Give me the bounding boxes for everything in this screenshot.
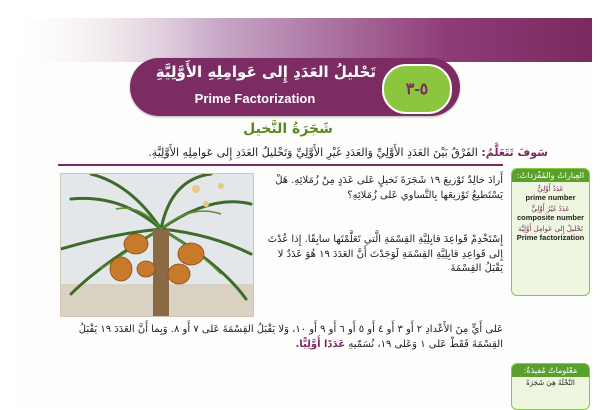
lesson-title-ar: تَحْليلُ العَدَدِ إِلى عَوامِلِهِ الأَوَّلِيَّةِ bbox=[155, 63, 376, 81]
vocab-ar: عَدَدٌ غَيْرُ أَوَّلِيٍّ bbox=[531, 205, 570, 213]
vocab-en: Prime factorization bbox=[516, 233, 585, 242]
date-palm-illustration bbox=[61, 174, 253, 316]
useful-info-box bbox=[511, 363, 590, 410]
lesson-title-en: Prime Factorization bbox=[194, 91, 316, 106]
prime-term-highlight: عَدَدًا أَوَّلِيًّا. bbox=[295, 338, 346, 350]
vocab-item bbox=[512, 205, 589, 222]
date-palm-photo bbox=[60, 173, 254, 317]
vocab-ar: تَحْليلٌ إِلى عَوامِل أَوَّلِيَّة bbox=[518, 225, 583, 233]
vocab-item bbox=[512, 225, 589, 242]
paragraph-conclusion bbox=[58, 323, 503, 352]
lesson-banner bbox=[130, 58, 460, 116]
vocab-ar: عَدَدٌ أَوَّلِيٌّ bbox=[537, 185, 564, 193]
learning-objective bbox=[58, 146, 548, 159]
paragraph-conclusion-text: عَلى أَيٍّ مِنَ الأَعْدادِ ٢ أَو ٣ أَو ٤ أَو ٥ أَو ٦ أَو ٩ أَو ١٠، وَلا يَقْبَلُ القِسْمَةَ عَلى ٧ أَو ٨. وَبِما أَنَّ العَدَدَ ١٩ يَقْبَلُ القِسْمَةَ فَقَطْ عَلى ١ وَعَلى ١٩، نُسَمّيهِ bbox=[78, 324, 503, 350]
section-title: شَجَرَةُ النَّخيل bbox=[243, 121, 333, 137]
textbook-page bbox=[18, 18, 592, 406]
learning-objective-text: الفَرْقُ بَيْنَ العَدَدِ الأَوَّلِيِّ وَالعَدَدِ غَيْرِ الأَوَّلِيِّ وَتَحْليلُ العَدَدِ إِلى عَوامِلِهِ الأَوَّلِيَّةِ. bbox=[148, 146, 478, 159]
useful-info-heading: مَعْلوماتٌ مُفيدَةٌ: bbox=[512, 364, 589, 377]
paragraph-method: إِسْتَخْدِمْ قَواعِدَ قابِلِيَّةِ القِسْمَةِ الَّتي تَعَلَّمْتَها سابِقًا. إِذا عُدْتَ إِلى قَواعِدِ قابِلِيَّةِ القِسْمَةِ لَوَجَدْتَ أَنَّ العَدَدَ ١٩ هُوَ عَدَدٌ لا يَقْبَلُ القِسْمَةَ bbox=[267, 234, 503, 274]
paragraph-problem: أَرادَ خالِدٌ تَوْزيعَ ١٩ شَجَرَةَ نَخيلٍ عَلى عَدَدٍ مِنْ زُمَلائِهِ. هَلْ يَسْتَطيعُ تَوْزيعَها بِالتَّساوي عَلى زُمَلائِهِ؟ bbox=[275, 175, 503, 201]
divider-line bbox=[58, 164, 503, 166]
vocabulary-box bbox=[511, 168, 590, 296]
vocab-en: prime number bbox=[525, 193, 576, 202]
vocabulary-heading: العِباراتُ والمُفْرَداتُ: bbox=[512, 169, 589, 182]
lesson-number-badge: ٥-٣ bbox=[382, 64, 452, 114]
vocab-item bbox=[512, 185, 589, 202]
useful-info-text: النَّخْلَةُ هِيَ شَجَرَةٌ bbox=[526, 379, 575, 387]
header-band-fade bbox=[18, 18, 218, 62]
learning-objective-label: سَوفَ تَتَعَلَّمُ: bbox=[481, 146, 548, 159]
vocab-en: composite number bbox=[516, 213, 585, 222]
